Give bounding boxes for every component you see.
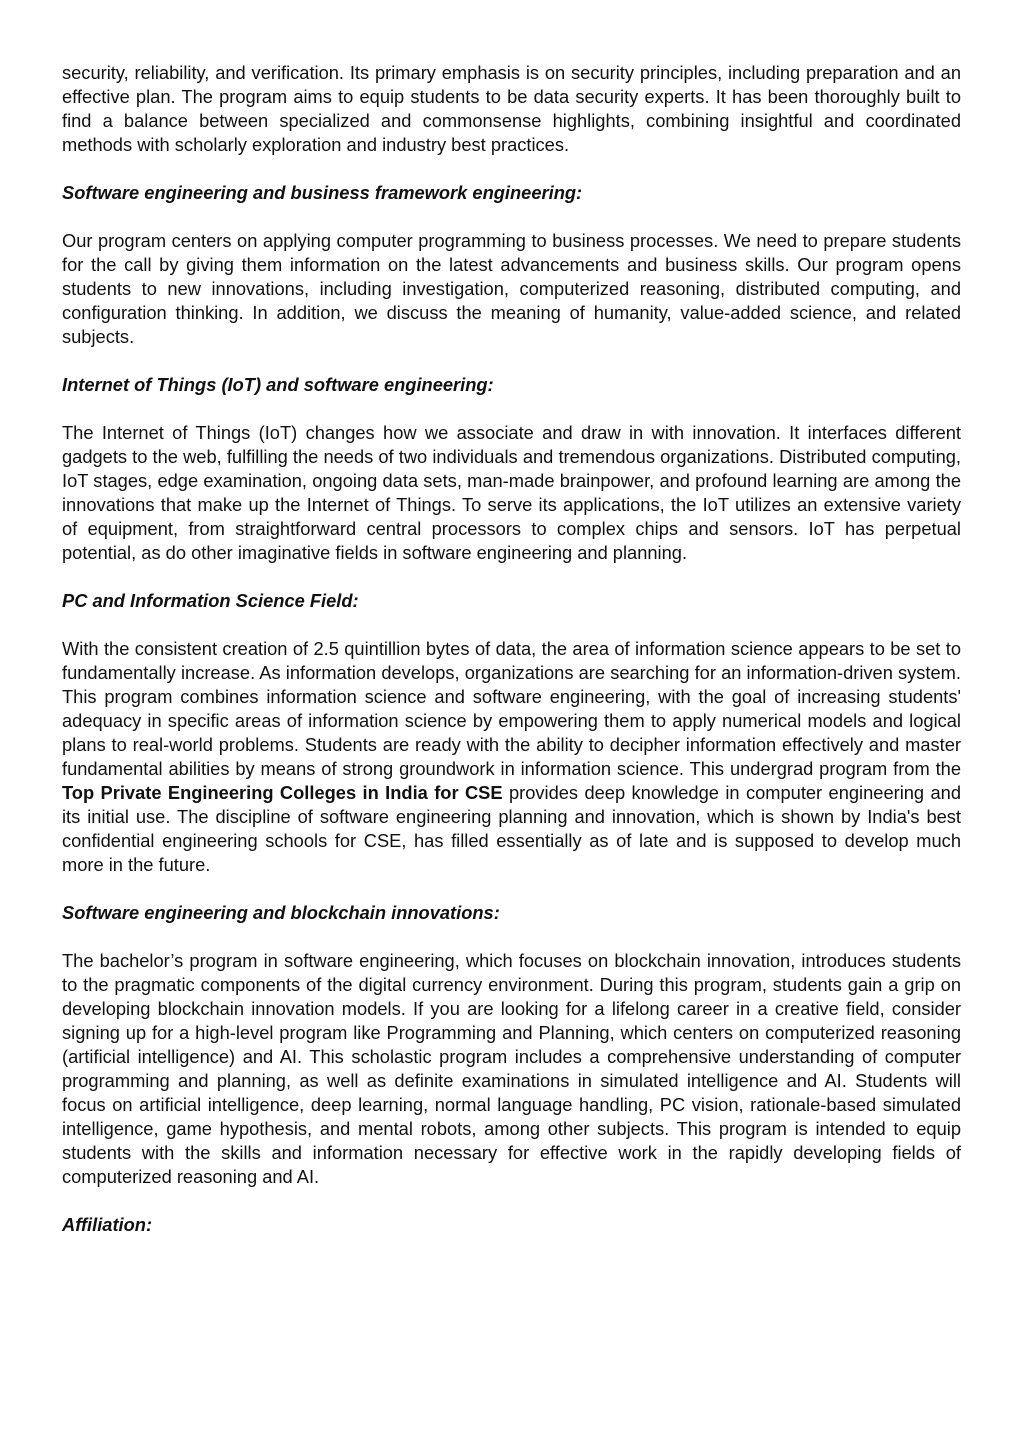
document-page	[62, 61, 961, 1261]
section-heading-information-science: PC and Information Science Field:	[62, 590, 359, 611]
section-heading-business-framework: Software engineering and business framework engineering:	[62, 182, 583, 203]
section-paragraph-information-science	[62, 637, 961, 877]
section-heading-affiliation: Affiliation:	[62, 1214, 153, 1235]
section-paragraph-iot: The Internet of Things (IoT) changes how we associate and draw in with innovation. It interfaces different gadgets to the web, fulfilling the needs of two individuals and tremendous organizations. Distributed computing, IoT stages, edge examination, ongoing data sets, man-made brainpower, and profound learning are among the innovations that make up the Internet of Things. To serve its applications, the IoT utilizes an extensive variety of equipment, from straightforward central processors to complex chips and sensors. IoT has perpetual potential, as do other imaginative fields in software engineering and planning.	[62, 422, 961, 563]
section-heading-blockchain: Software engineering and blockchain innovations:	[62, 902, 500, 923]
section-paragraph-business-framework: Our program centers on applying computer programming to business processes. We need to prepare students for the call by giving them information on the latest advancements and business skills. Our program opens students to new innovations, including investigation, computerized reasoning, distributed computing, and configuration thinking. In addition, we discuss the meaning of humanity, value-added science, and related subjects.	[62, 230, 961, 347]
highlighted-keyword: Top Private Engineering Colleges in India for CSE	[62, 782, 503, 803]
paragraph-text-after: provides deep knowledge in computer engineering and its initial use. The discipline of software engineering planning and innovation, which is shown by India's best confidential engineering schools for CSE, has filled essentially as of late and is supposed to develop much more in the future.	[62, 782, 961, 875]
intro-paragraph: security, reliability, and verification. Its primary emphasis is on security principles, including preparation and an effective plan. The program aims to equip students to be data security experts. It has been thoroughly built to find a balance between specialized and commonsense highlights, combining insightful and coordinated methods with scholarly exploration and industry best practices.	[62, 62, 961, 155]
section-heading-iot: Internet of Things (IoT) and software engineering:	[62, 374, 494, 395]
section-paragraph-blockchain: The bachelor’s program in software engineering, which focuses on blockchain innovation, introduces students to the pragmatic components of the digital currency environment. During this program, students gain a grip on developing blockchain innovation models. If you are looking for a lifelong career in a creative field, consider signing up for a high-level program like Programming and Planning, which centers on computerized reasoning (artificial intelligence) and AI. This scholastic program includes a comprehensive understanding of computer programming and planning, as well as definite examinations in simulated intelligence and AI. Students will focus on artificial intelligence, deep learning, normal language handling, PC vision, rationale-based simulated intelligence, game hypothesis, and mental robots, among other subjects. This program is intended to equip students with the skills and information necessary for effective work in the rapidly developing fields of computerized reasoning and AI.	[62, 950, 961, 1187]
paragraph-text-before: With the consistent creation of 2.5 quintillion bytes of data, the area of information science appears to be set to fundamentally increase. As information develops, organizations are searching for an information-driven system. This program combines information science and software engineering, with the goal of increasing students' adequacy in specific areas of information science by empowering them to apply numerical models and logical plans to real-world problems. Students are ready with the ability to decipher information effectively and master fundamental abilities by means of strong groundwork in information science. This undergrad program from the	[62, 638, 961, 779]
